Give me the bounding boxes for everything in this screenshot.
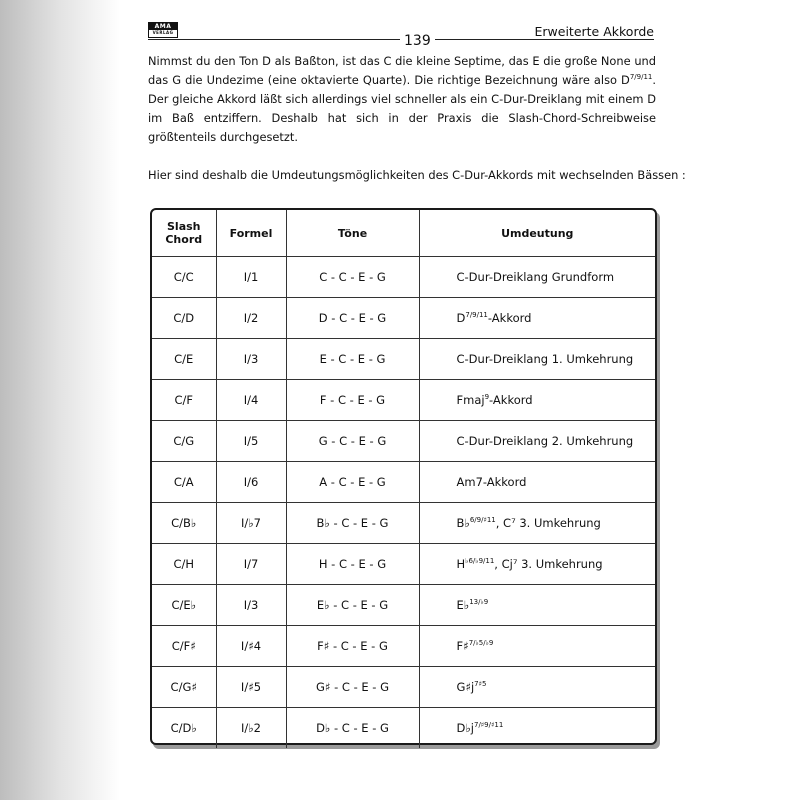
umdeutung-rest: -Akkord xyxy=(489,393,533,407)
cell-slash-chord: C/F xyxy=(152,380,216,421)
cell-formel: I/♯4 xyxy=(216,626,286,667)
intro-superscript: 7/9/11 xyxy=(629,73,653,82)
cell-slash-chord: C/B♭ xyxy=(152,503,216,544)
cell-slash-chord: C/D xyxy=(152,298,216,339)
cell-slash-chord: C/D♭ xyxy=(152,708,216,749)
cell-slash-chord: C/G♯ xyxy=(152,667,216,708)
table-row xyxy=(152,421,655,462)
umdeutung-base: Fmaj xyxy=(456,393,485,407)
cell-toene: F♯ - C - E - G xyxy=(286,626,419,667)
umdeutung-base: H xyxy=(456,557,466,571)
cell-toene: F - C - E - G xyxy=(286,380,419,421)
umdeutung-base: C-Dur-Dreiklang 2. Umkehrung xyxy=(456,434,634,448)
cell-toene: E♭ - C - E - G xyxy=(286,585,419,626)
header-slash-chord: Slash Chord xyxy=(152,210,216,257)
umdeutung-base: G♯j xyxy=(456,680,475,694)
cell-umdeutung xyxy=(419,503,655,544)
umdeutung-base: F♯ xyxy=(456,639,469,653)
logo-bottom-text: VERLAG xyxy=(152,30,174,35)
umdeutung-superscript: 6/9/♯11 xyxy=(469,516,496,525)
umdeutung-rest: , Cj⁷ 3. Umkehrung xyxy=(494,557,603,571)
table-row xyxy=(152,503,655,544)
table-body xyxy=(152,257,655,749)
cell-slash-chord: C/G xyxy=(152,421,216,462)
table-row xyxy=(152,380,655,421)
cell-toene: A - C - E - G xyxy=(286,462,419,503)
cell-toene: E - C - E - G xyxy=(286,339,419,380)
cell-slash-chord: C/E♭ xyxy=(152,585,216,626)
umdeutung-superscript: 13/♭9 xyxy=(469,598,489,607)
umdeutung-rest: , C⁷ 3. Umkehrung xyxy=(495,516,601,530)
cell-umdeutung xyxy=(419,585,655,626)
cell-formel: I/♭7 xyxy=(216,503,286,544)
umdeutung-base: D♭j xyxy=(456,721,474,735)
cell-slash-chord: C/A xyxy=(152,462,216,503)
cell-slash-chord: C/F♯ xyxy=(152,626,216,667)
cell-toene: G♯ - C - E - G xyxy=(286,667,419,708)
intro-text-part1: Nimmst du den Ton D als Baßton, ist das C die kleine Septime, das E die große None und das G die Undezime (eine oktavierte Quarte). Die richtige Bezeichnung wäre also D xyxy=(148,54,656,87)
cell-formel: I/6 xyxy=(216,462,286,503)
table-row xyxy=(152,667,655,708)
cell-toene: D♭ - C - E - G xyxy=(286,708,419,749)
cell-formel: I/2 xyxy=(216,298,286,339)
table-row xyxy=(152,626,655,667)
cell-formel: I/4 xyxy=(216,380,286,421)
slash-chord-table-frame xyxy=(150,208,657,745)
umdeutung-superscript: 7/♯9/♯11 xyxy=(473,721,504,730)
publisher-logo xyxy=(148,22,178,38)
cell-umdeutung xyxy=(419,421,655,462)
cell-umdeutung xyxy=(419,339,655,380)
umdeutung-base: Am7-Akkord xyxy=(456,475,527,489)
cell-formel: I/3 xyxy=(216,585,286,626)
cell-formel: I/3 xyxy=(216,339,286,380)
umdeutung-superscript: 7/9/11 xyxy=(465,311,488,320)
cell-formel: I/1 xyxy=(216,257,286,298)
page-gutter-shadow xyxy=(0,0,120,800)
chapter-title: Erweiterte Akkorde xyxy=(534,24,654,39)
cell-umdeutung xyxy=(419,544,655,585)
header-formel: Formel xyxy=(216,210,286,257)
table-lead-text: Hier sind deshalb die Umdeutungsmöglichkeiten des C-Dur-Akkords mit wechselnden Bässen : xyxy=(148,168,686,182)
umdeutung-base: E♭ xyxy=(456,598,470,612)
table-header-row xyxy=(152,210,655,257)
cell-slash-chord: C/C xyxy=(152,257,216,298)
cell-umdeutung xyxy=(419,626,655,667)
cell-umdeutung xyxy=(419,708,655,749)
cell-formel: I/7 xyxy=(216,544,286,585)
cell-toene: B♭ - C - E - G xyxy=(286,503,419,544)
umdeutung-superscript: 7♯5 xyxy=(474,680,487,689)
cell-slash-chord: C/E xyxy=(152,339,216,380)
cell-toene: H - C - E - G xyxy=(286,544,419,585)
cell-umdeutung xyxy=(419,380,655,421)
cell-umdeutung xyxy=(419,667,655,708)
umdeutung-base: B♭ xyxy=(456,516,470,530)
table-row xyxy=(152,339,655,380)
umdeutung-superscript: 7/♭5/♭9 xyxy=(468,639,494,648)
umdeutung-base: D xyxy=(456,311,466,325)
table-row xyxy=(152,462,655,503)
intro-text-part2: . Der gleiche Akkord läßt sich allerdings viel schneller als ein C-Dur-Dreiklang mit einem D im Baß entziffern. Deshalb hat sich in der Praxis die Slash-Chord-Schreibweise größtenteils durchgesetzt. xyxy=(148,73,656,144)
cell-slash-chord: C/H xyxy=(152,544,216,585)
page-number: 139 xyxy=(400,33,435,49)
logo-top-text: AMA xyxy=(149,23,177,30)
slash-chord-table xyxy=(152,210,655,748)
umdeutung-base: C-Dur-Dreiklang Grundform xyxy=(456,270,615,284)
cell-formel: I/♭2 xyxy=(216,708,286,749)
cell-formel: I/♯5 xyxy=(216,667,286,708)
umdeutung-base: C-Dur-Dreiklang 1. Umkehrung xyxy=(456,352,634,366)
table-row xyxy=(152,708,655,749)
umdeutung-rest: -Akkord xyxy=(487,311,532,325)
cell-toene: G - C - E - G xyxy=(286,421,419,462)
cell-toene: C - C - E - G xyxy=(286,257,419,298)
cell-umdeutung xyxy=(419,257,655,298)
header-toene: Töne xyxy=(286,210,419,257)
cell-formel: I/5 xyxy=(216,421,286,462)
cell-toene: D - C - E - G xyxy=(286,298,419,339)
umdeutung-superscript: 9 xyxy=(484,393,490,402)
table-row xyxy=(152,585,655,626)
table-row xyxy=(152,544,655,585)
table-row xyxy=(152,298,655,339)
umdeutung-superscript: ♭6/♭9/11 xyxy=(465,557,495,566)
cell-umdeutung xyxy=(419,298,655,339)
table-row xyxy=(152,257,655,298)
header-umdeutung: Umdeutung xyxy=(419,210,655,257)
cell-umdeutung xyxy=(419,462,655,503)
intro-paragraph xyxy=(148,52,656,147)
